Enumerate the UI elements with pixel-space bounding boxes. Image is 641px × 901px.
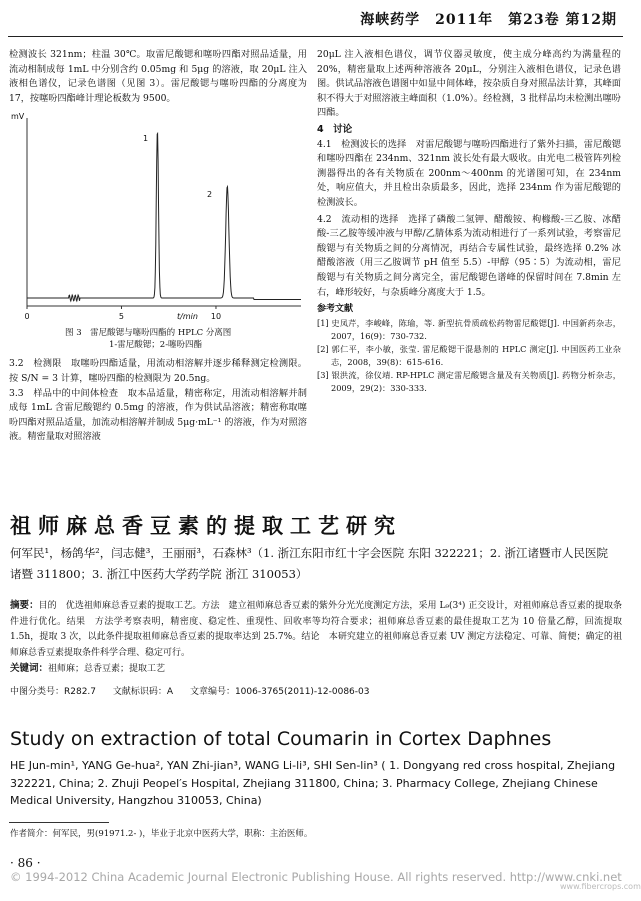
journal-issue-line: 海峡药学 2011年 第23卷 第12期 — [360, 12, 617, 28]
reference-item: [2] 郭仁平，李小敏，张莹. 雷尼酸锶干混悬剂的 HPLC 测定[J]. 中国医药工业杂志，2008，39(8)：615-616. — [317, 343, 621, 367]
keywords-text: 祖师麻；总香豆素；提取工艺 — [48, 664, 166, 674]
classification-line — [10, 684, 622, 697]
document-code: 文献标识码：A — [112, 687, 174, 697]
article-number: 文章编号：1006-3765(2011)-12-0086-03 — [189, 687, 370, 697]
article-title-cn: 祖师麻总香豆素的提取工艺研究 — [10, 514, 402, 538]
section-4-1: 4.1 检测波长的选择 对雷尼酸锶与噻吩四酯进行了紫外扫描，雷尼酸锶和噻吩四酯在 234nm、321nm 波长处有最大吸收。由光电二极管阵列检测器得出的各有关物质在 200nm～400nm 的光谱图可知，在 234nm 处，响应值大，并且检出杂质最多，因此，选择 234nm 作为雷尼酸锶的检测波长。 — [317, 138, 621, 208]
author-bio-footnote: 作者简介：何军民，男(91971.2- )，毕业于北京中医药大学，职称：主治医师。 — [10, 829, 313, 839]
abstract-block — [10, 598, 622, 678]
section-3-3: 3.3 样品中的中间体检查 取本品适量，精密称定，用流动相溶解并制成每 1mL 含雷尼酸锶约 0.5mg 的溶液，作为供试品溶液；精密称取噻吩四酯对照品适量，加流动相溶解并制成 5μg·mL⁻¹ 的溶液，作为对照溶液。精密量取对照溶液 — [9, 387, 307, 443]
y-axis-label: mV — [11, 112, 25, 122]
running-header — [8, 6, 623, 37]
clc-number: 中图分类号：R282.7 — [10, 687, 97, 697]
reference-item: [3] 银洪流，徐仪靖. RP-HPLC 测定雷尼酸锶含量及有关物质[J]. 药物分析杂志，2009，29(2)：330-333. — [317, 369, 621, 393]
x-tick-label: 0 — [24, 312, 30, 322]
section-4-2: 4.2 流动相的选择 选择了磷酸二氢钾、醋酸铵、枸橼酸-三乙胺、冰醋酸-三乙胺等缓冲液与甲醇/乙腈体系为流动相进行了一系列试验，考察雷尼酸锶与有关物质之间的分离情况，再结合专属性试验，最终选择 0.2% 冰醋酸溶液（用三乙胺调节 pH 值至 5.5）-甲醇（95∶5）为流动相，雷尼酸锶与有关物质之间分离完全，雷尼酸锶色谱峰的保留时间在 7.8min 左右，峰形较好，与杂质峰分离度大于 1.5。 — [317, 213, 621, 298]
references-heading: 参考文献 — [317, 304, 354, 315]
section-4-heading: 4 讨论 — [317, 123, 353, 135]
chromatogram-trace — [27, 134, 301, 302]
figure-legend: 1-雷尼酸锶；2-噻吩四酯 — [109, 340, 203, 351]
continued-paragraph: 20μL 注入液相色谱仪，调节仪器灵敏度，使主成分峰高约为满量程的 20%，精密量取上述两种溶液各 20μL，分别注入液相色谱仪，记录色谱图。供试品溶液色谱图中如显中间体峰，按杂质自身对照品法计算，其峰面积不得大于对照溶液主峰面积（1.0%）。经检测，3 批样品均未检测出噻吩四酯。 — [317, 49, 621, 119]
page-number: · 86 · — [10, 856, 41, 870]
figure-caption: 图 3 雷尼酸锶与噻吩四酯的 HPLC 分离图 — [65, 328, 232, 339]
keywords-label: 关键词： — [10, 663, 49, 674]
right-column — [317, 48, 621, 395]
peak-label-2: 2 — [207, 190, 213, 200]
x-tick-label: 10 — [210, 312, 222, 322]
reference-item: [1] 史凤芹，李峻峰，陈瑜，等. 新型抗骨质疏松药物雷尼酸锶[J]. 中国新药杂志，2007，16(9)：730-732. — [317, 317, 621, 341]
copyright-footer: © 1994-2012 China Academic Journal Electronic Publishing House. All rights reserved. http://www.cnki.net — [10, 870, 622, 884]
method-paragraph: 检测波长 321nm；柱温 30℃。取雷尼酸锶和噻吩四酯对照品适量，用流动相制成每 1mL 中分别含约 0.05mg 和 5μg 的溶液，取 20μL 注入液相色谱仪，记录色谱图（见图 3）。雷尼酸锶与噻吩四酯的分离度为 17，按噻吩四酯峰计理论板数为 9500。 — [9, 49, 307, 104]
peak-label-1: 1 — [143, 134, 149, 144]
authors-affiliations-en: HE Jun-min¹, YANG Ge-hua², YAN Zhi-jian³, WANG Li-li³, SHI Sen-lin³ ( 1. Dongyang red cross hospital, Zhejiang 322221, China; 2. Zhuji Peopel′s Hospital, Zhejiang 311800, China; 3. Pharmacy College, Zhejiang Chinese Medical University, Hangzhou 310053, China) — [10, 759, 616, 807]
abstract-label: 摘要： — [10, 600, 39, 611]
chromatogram-svg — [9, 110, 307, 325]
hplc-chromatogram — [9, 110, 307, 325]
article-title-en: Study on extraction of total Coumarin in Cortex Daphnes — [10, 728, 552, 750]
authors-affiliations-cn: 何军民¹，杨鸽华²，闫志健³，王丽丽³，石森林³（1. 浙江东阳市红十字会医院 东阳 322221；2. 浙江诸暨市人民医院 诸暨 311800；3. 浙江中医药大学药学院 浙江 310053） — [10, 546, 609, 581]
x-axis-label: t/min — [177, 312, 198, 322]
footnote-rule — [9, 822, 109, 823]
section-3-2: 3.2 检测限 取噻吩四酯适量，用流动相溶解并逐步稀释测定检测限。按 S/N = 3 计算，噻吩四酯的检测限为 20.5ng。 — [9, 358, 307, 384]
left-column — [9, 48, 307, 445]
abstract-text: 目的 优选祖师麻总香豆素的提取工艺。方法 建立祖师麻总香豆素的紫外分光光度测定方法，采用 L₉(3⁴) 正交设计，对祖师麻总香豆素的提取条件进行优化。结果 方法学考察表明，精密度、稳定性、重现性、回收率等均符合要求；祖师麻总香豆素的最佳提取工艺为 10 倍量乙醇，回流提取 1.5h，提取 3 次，以此条件提取祖师麻总香豆素的提取率达到 25.7%。结论 本研究建立的祖师麻总香豆素 UV 测定方法稳定、可靠、简便；确定的祖师麻总香豆素提取条件科学合理、稳定可行。 — [10, 601, 622, 658]
x-tick-label: 5 — [118, 312, 125, 322]
site-watermark: www.fibercrops.com — [560, 882, 641, 891]
